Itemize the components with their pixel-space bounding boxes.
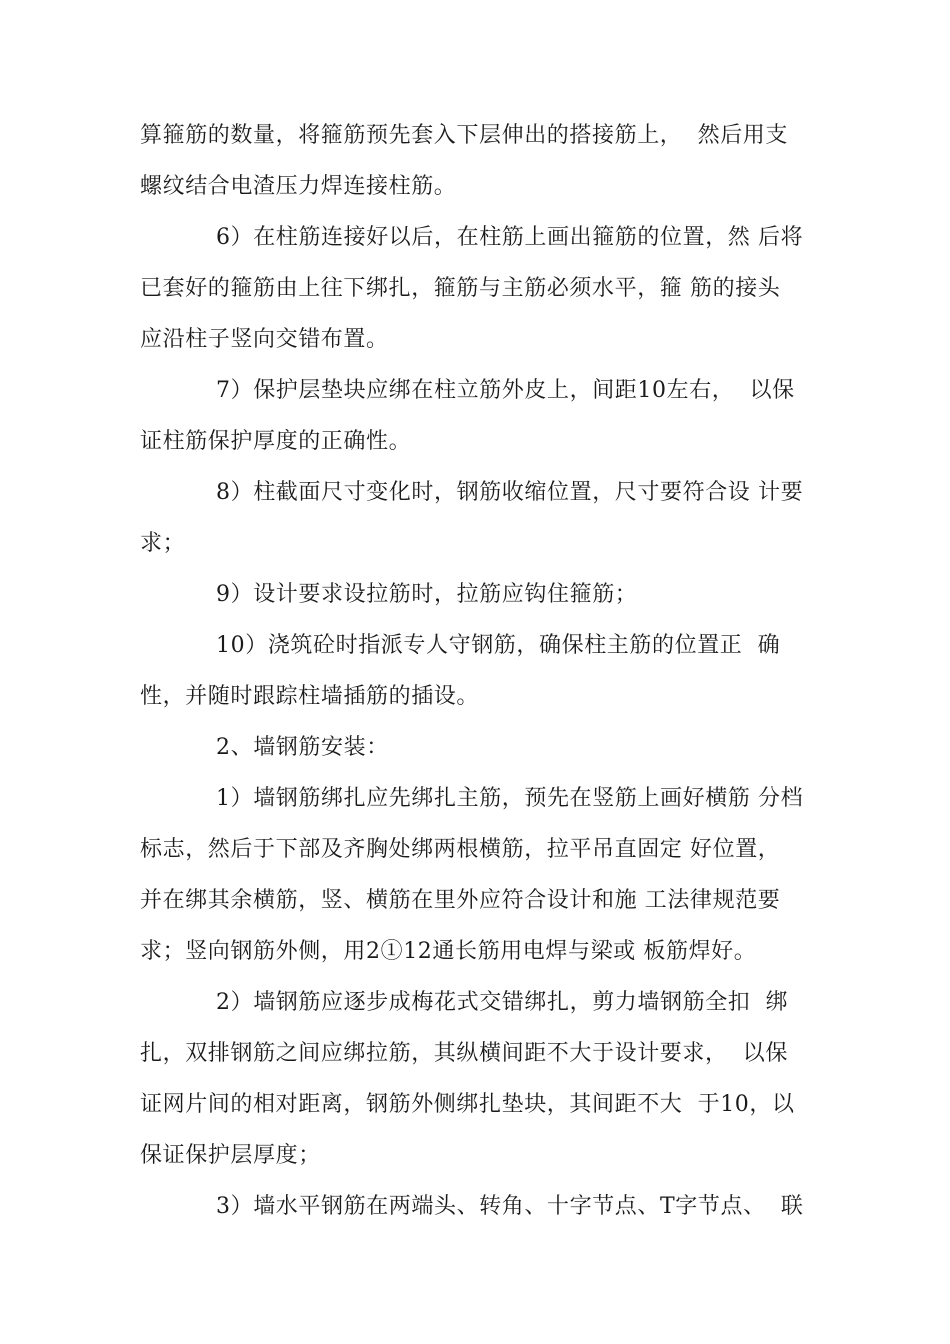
text-line: 保证保护层厚度；: [140, 1143, 321, 1168]
text-line: 性，并随时跟踪柱墙插筋的插设。: [140, 684, 480, 709]
paragraph-start-line: 7）保护层垫块应绑在柱立筋外皮上，间距10左右， 以保: [216, 378, 795, 403]
paragraph-start-line: 9）设计要求设拉筋时，拉筋应钩住箍筋；: [216, 582, 638, 607]
text-line: 应沿柱子竖向交错布置。: [140, 327, 389, 352]
paragraph-start-line: 6）在柱筋连接好以后，在柱筋上画出箍筋的位置，然 后将: [216, 225, 804, 250]
text-line: 证网片间的相对距离，钢筋外侧绑扎垫块，其间距不大 于10，以: [140, 1092, 795, 1117]
paragraph-start-line: 2）墙钢筋应逐步成梅花式交错绑扎，剪力墙钢筋全扣 绑: [216, 990, 789, 1015]
text-line: 求；: [140, 531, 186, 556]
section-heading: 2、墙钢筋安装：: [216, 735, 389, 760]
paragraph-start-line: 10）浇筑砼时指派专人守钢筋，确保柱主筋的位置正 确: [216, 633, 781, 658]
text-line: 标志，然后于下部及齐胸处绑两根横筋，拉平吊直固定 好位置，: [140, 837, 781, 862]
paragraph-start-line: 1）墙钢筋绑扎应先绑扎主筋，预先在竖筋上画好横筋 分档: [216, 786, 804, 811]
paragraph-start-line: 8）柱截面尺寸变化时，钢筋收缩位置，尺寸要符合设 计要: [216, 480, 804, 505]
text-line: 证柱筋保护厚度的正确性。: [140, 429, 412, 454]
text-line: 扎，双排钢筋之间应绑拉筋，其纵横间距不大于设计要求， 以保: [140, 1041, 788, 1066]
text-line: 已套好的箍筋由上往下绑扎，箍筋与主筋必须水平，箍 筋的接头: [140, 276, 781, 301]
text-line: 求；竖向钢筋外侧，用2①12通长筋用电焊与梁或 板筋焊好。: [140, 939, 757, 964]
text-line: 螺纹结合电渣压力焊连接柱筋。: [140, 174, 457, 199]
paragraph-start-line: 3）墙水平钢筋在两端头、转角、十字节点、T字节点、 联: [216, 1194, 804, 1219]
text-line: 算箍筋的数量，将箍筋预先套入下层伸出的搭接筋上， 然后用支: [140, 123, 788, 148]
text-line: 并在绑其余横筋，竖、横筋在里外应符合设计和施 工法律规范要: [140, 888, 781, 913]
